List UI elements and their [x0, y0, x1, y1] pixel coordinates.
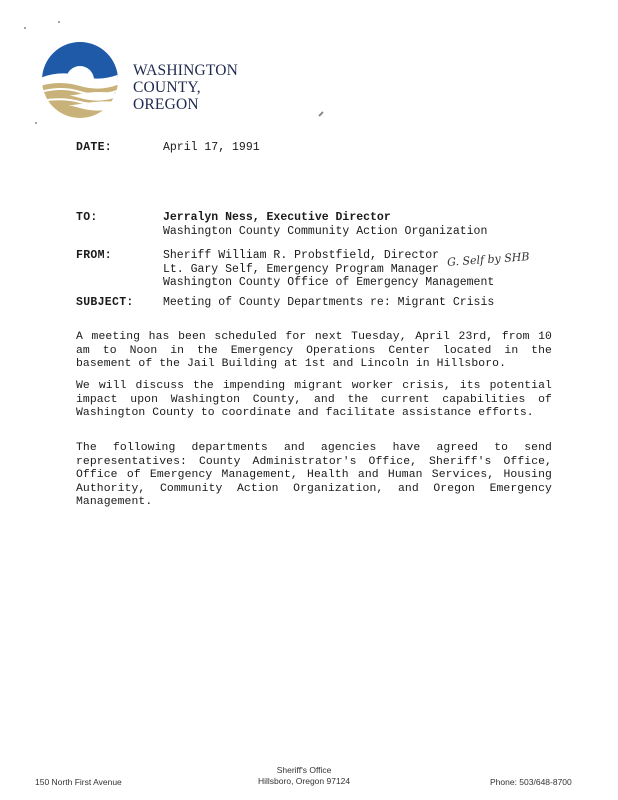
subject-value: Meeting of County Departments re: Migrant Crisis	[163, 296, 495, 309]
org-line: WASHINGTON	[133, 62, 239, 79]
to-organization: Washington County Community Action Organization	[163, 224, 488, 238]
organization-name	[133, 62, 238, 113]
footer-phone: Phone: 503/648-8700	[490, 777, 572, 787]
scan-speck	[318, 111, 324, 117]
from-label: FROM:	[76, 249, 113, 262]
subject-label: SUBJECT:	[76, 296, 134, 309]
scan-speck	[24, 27, 26, 29]
to-label: TO:	[76, 211, 98, 224]
footer-city: Hillsboro, Oregon 97124	[258, 776, 351, 786]
date-label: DATE:	[76, 141, 113, 154]
handwritten-signature: G. Self by SHB	[446, 250, 530, 269]
scan-speck	[35, 122, 37, 124]
date-value: April 17, 1991	[163, 141, 260, 154]
county-logo-icon	[40, 40, 120, 120]
org-line: COUNTY,	[133, 79, 201, 96]
body-paragraph-departments: The following departments and agencies have agreed to send representatives: County Administrator's Office, Sheriff's Office, Office of Emergency Management, Health and Human Services, Housing Authority, Community Action Organization, and Oregon Emergency Management.	[76, 442, 552, 508]
from-sender-1: Sheriff William R. Probstfield, Director	[163, 249, 440, 262]
from-sender-2: Lt. Gary Self, Emergency Program Manager	[163, 262, 440, 276]
county-logo	[40, 40, 120, 120]
footer-address: 150 North First Avenue	[35, 777, 122, 787]
scan-speck	[58, 21, 60, 23]
from-block	[163, 249, 494, 290]
org-line: OREGON	[133, 96, 199, 113]
to-recipient: Jerralyn Ness, Executive Director	[163, 211, 391, 224]
footer-center-block	[258, 765, 350, 787]
footer-office: Sheriff's Office	[276, 765, 332, 775]
body-paragraph-meeting: A meeting has been scheduled for next Tuesday, April 23rd, from 10 am to Noon in the Emergency Operations Center located in the basement of the Jail Building at 1st and Lincoln in Hillsboro.	[76, 331, 552, 370]
from-organization: Washington County Office of Emergency Management	[163, 276, 495, 289]
to-block	[163, 211, 487, 238]
body-paragraph-discussion: We will discuss the impending migrant worker crisis, its potential impact upon Washington County, and the current capabilities of Washington County to coordinate and facilitate assistance efforts.	[76, 380, 552, 419]
